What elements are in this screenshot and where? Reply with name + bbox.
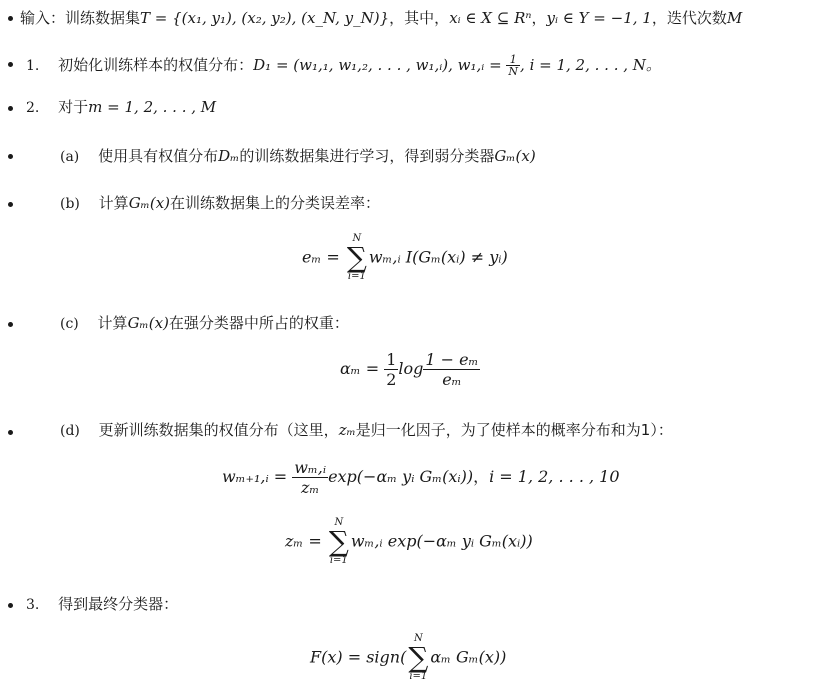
bullet bbox=[8, 106, 13, 111]
index-range: i = 1, 2, . . . , 10 bbox=[489, 467, 620, 486]
weight-fraction bbox=[292, 458, 328, 497]
step-3 bbox=[26, 594, 178, 615]
input-line bbox=[20, 8, 742, 28]
step-text: 得到最终分类器： bbox=[58, 595, 179, 613]
sub-step-number: (c) bbox=[60, 316, 79, 332]
equation-lhs: zₘ = bbox=[285, 531, 327, 551]
sub-step-number: (d) bbox=[60, 423, 80, 439]
formula: Dₘ bbox=[218, 147, 240, 165]
input-label: 输入：训练数据集 bbox=[20, 9, 141, 27]
text: 更新训练数据集的权值分布（这里， bbox=[98, 421, 339, 439]
denominator: zₘ bbox=[301, 478, 320, 497]
weight-update-equation bbox=[222, 458, 620, 497]
equation-rhs: wₘ,ᵢ I(Gₘ(xᵢ) ≠ yᵢ) bbox=[368, 247, 508, 267]
bullet bbox=[8, 154, 13, 159]
equation-lhs: F(x) = sign( bbox=[310, 647, 407, 667]
init-formula-tail: , i = 1, 2, . . . , N。 bbox=[520, 56, 661, 74]
step-text: 对于 bbox=[58, 98, 89, 116]
formula: Gₘ(x) bbox=[494, 147, 536, 165]
sigma-symbol: ∑ bbox=[408, 641, 429, 674]
text: ，迭代次数 bbox=[651, 9, 727, 27]
ratio-fraction bbox=[423, 350, 480, 389]
denominator: 2 bbox=[386, 370, 397, 389]
normalizer-equation bbox=[285, 518, 533, 566]
denominator: eₘ bbox=[442, 370, 462, 389]
step-c bbox=[60, 313, 349, 334]
bullet bbox=[8, 430, 13, 435]
numerator: 1 bbox=[506, 54, 520, 66]
numerator: 1 bbox=[386, 350, 397, 369]
step-a bbox=[60, 146, 536, 167]
weight-equation bbox=[340, 350, 480, 389]
numerator: wₘ,ᵢ bbox=[294, 458, 327, 477]
error-rate-equation bbox=[302, 234, 508, 282]
summation bbox=[408, 634, 428, 682]
step-number: 1. bbox=[26, 58, 40, 74]
sigma-symbol: ∑ bbox=[328, 525, 349, 558]
bullet bbox=[8, 62, 13, 67]
text: 在强分类器中所占的权重： bbox=[168, 314, 349, 332]
text: ，其中， bbox=[389, 9, 450, 27]
step-d bbox=[60, 420, 673, 441]
x-condition: xᵢ ∈ X ⊆ Rⁿ bbox=[449, 9, 532, 27]
final-classifier-equation bbox=[310, 634, 506, 682]
sum-lower: i=1 bbox=[409, 671, 428, 682]
formula: Gₘ(x) bbox=[128, 194, 171, 212]
sub-step-number: (b) bbox=[60, 196, 80, 212]
step-1 bbox=[26, 54, 661, 77]
step-b bbox=[60, 193, 380, 214]
formula: zₘ bbox=[338, 421, 356, 439]
log-function: log bbox=[398, 359, 424, 378]
bullet bbox=[8, 16, 13, 21]
equation-rhs: wₘ,ᵢ exp(−αₘ yᵢ Gₘ(xᵢ)) bbox=[350, 531, 533, 551]
sub-step-number: (a) bbox=[60, 149, 80, 165]
step-number: 2. bbox=[26, 100, 40, 116]
half-fraction bbox=[384, 350, 398, 389]
dataset-symbol: T bbox=[140, 9, 151, 27]
bullet bbox=[8, 322, 13, 327]
sum-upper: N bbox=[413, 633, 423, 644]
text: 的训练数据集进行学习，得到弱分类器 bbox=[239, 147, 495, 165]
equation-rhs: αₘ Gₘ(x)) bbox=[430, 647, 507, 667]
equation-rhs: exp(−αₘ yᵢ Gₘ(xᵢ)) bbox=[328, 467, 474, 486]
denominator: N bbox=[508, 65, 519, 78]
step-number: 3. bbox=[26, 597, 40, 613]
equation-lhs: αₘ = bbox=[340, 359, 385, 378]
y-condition: yᵢ ∈ Y = −1, 1 bbox=[546, 9, 652, 27]
text: 计算 bbox=[97, 314, 128, 332]
equation-lhs: wₘ₊₁,ᵢ = bbox=[222, 467, 293, 486]
dataset-expr: = {(x₁, y₁), (x₂, y₂), (x_N, y_N)} bbox=[150, 9, 390, 27]
sum-upper: N bbox=[352, 233, 362, 244]
summation bbox=[329, 518, 349, 566]
loop-formula: m = 1, 2, . . . , M bbox=[88, 98, 217, 116]
sum-lower: i=1 bbox=[329, 555, 348, 566]
step-2 bbox=[26, 97, 216, 118]
text: 计算 bbox=[98, 194, 129, 212]
text: 使用具有权值分布 bbox=[98, 147, 219, 165]
sum-lower: i=1 bbox=[347, 271, 366, 282]
text: 在训练数据集上的分类误差率： bbox=[170, 194, 381, 212]
step-text: 初始化训练样本的权值分布： bbox=[58, 56, 254, 74]
fraction bbox=[506, 54, 520, 77]
init-formula: D₁ = (w₁,₁, w₁,₂, . . . , w₁,ᵢ), w₁,ᵢ = bbox=[253, 56, 507, 74]
text: ， bbox=[531, 9, 547, 27]
formula: Gₘ(x) bbox=[127, 314, 169, 332]
equation-lhs: eₘ = bbox=[302, 247, 345, 267]
separator: ， bbox=[473, 467, 490, 486]
text: 是归一化因子，为了使样本的概率分布和为1）： bbox=[355, 421, 673, 439]
bullet bbox=[8, 603, 13, 608]
summation bbox=[347, 234, 367, 282]
bullet bbox=[8, 202, 13, 207]
sigma-symbol: ∑ bbox=[346, 241, 367, 274]
sum-upper: N bbox=[334, 517, 344, 528]
numerator: 1 − eₘ bbox=[425, 350, 479, 369]
iteration-symbol: M bbox=[726, 9, 743, 27]
